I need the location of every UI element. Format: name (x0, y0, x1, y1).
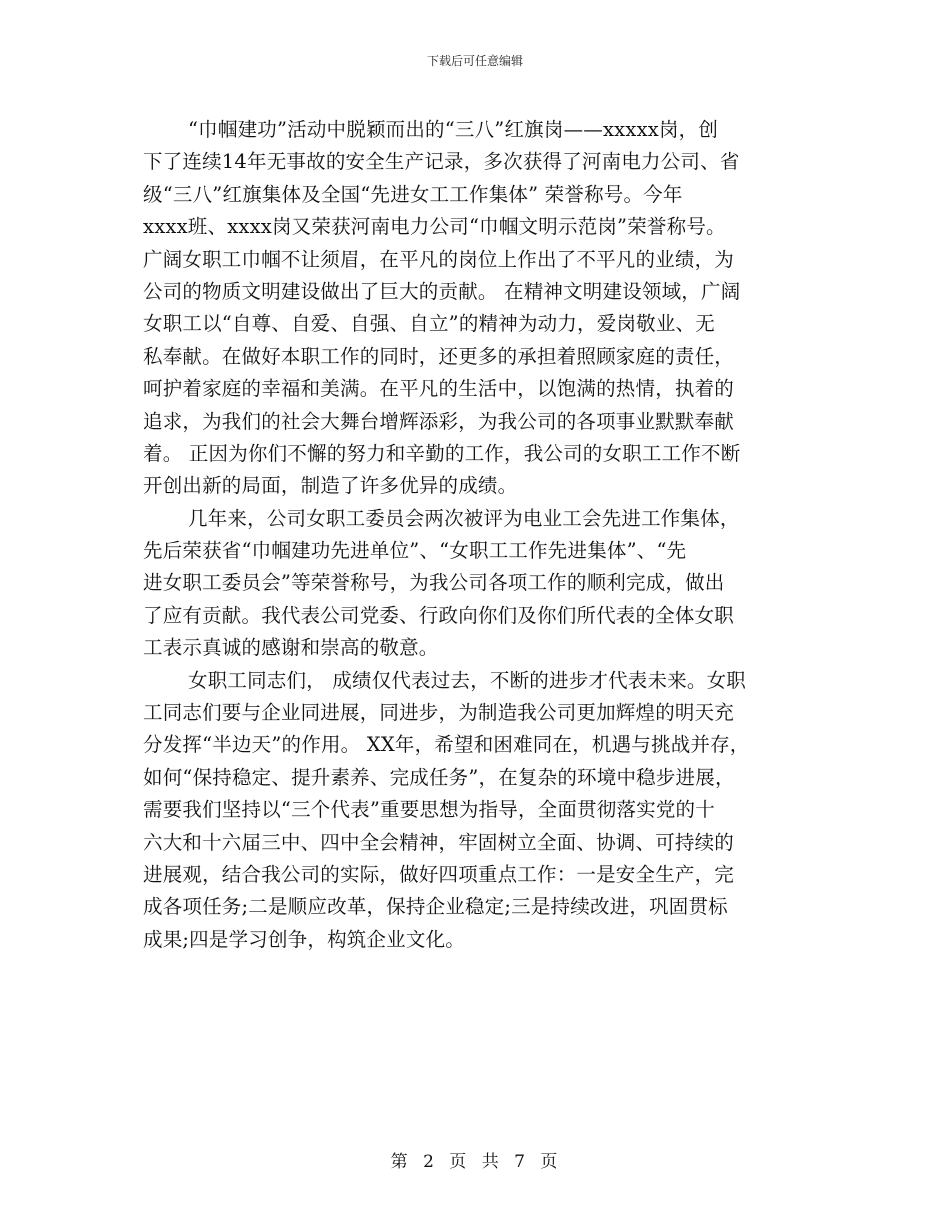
paragraph-2 (143, 503, 843, 665)
text-line: 先后荣获省“巾帼建功先进单位”、“女职工工作先进集体”、“先 (143, 539, 687, 563)
text-line: 下了连续14年无事故的安全生产记录，多次获得了河南电力公司、省 (143, 150, 740, 174)
text-line: 几年来，公司女职工委员会两次被评为电业工会先进工作集体， (188, 506, 740, 530)
text-line: 如何“保持稳定、提升素养、完成任务”，在复杂的环境中稳步进展， (143, 765, 735, 789)
text-line: 需要我们坚持以“三个代表”重要思想为指导，全面贯彻落实党的十 (143, 798, 715, 822)
text-line: 进女职工委员会”等荣誉称号，为我公司各项工作的顺利完成，做出 (143, 571, 725, 595)
page-number-footer: 第 2 页 共 7 页 (390, 1152, 560, 1172)
text-line: 女职工以“自尊、自爱、自强、自立”的精神为动力，爱岗敬业、无 (143, 312, 715, 336)
text-line: 着。 正因为你们不懈的努力和辛勤的工作，我公司的女职工工作不断 (143, 441, 741, 465)
text-line: 六大和十六届三中、四中全会精神，牢固树立全面、协调、可持续的 (143, 830, 735, 854)
paragraph-1 (143, 114, 843, 503)
text-line: “巾帼建功”活动中脱颖而出的“三八”红旗岗——xxxxx岗，创 (188, 118, 719, 141)
text-line: 公司的物质文明建设做出了巨大的贡献。 在精神文明建设领域，广阔 (143, 279, 741, 303)
text-line: 私奉献。在做好本职工作的同时，还更多的承担着照顾家庭的责任， (143, 344, 735, 368)
text-line: 工表示真诚的感谢和崇高的敬意。 (143, 636, 439, 660)
text-line: 女职工同志们， 成绩仅代表过去，不断的进步才代表未来。女职 (188, 668, 746, 692)
text-line: 分发挥“半边天”的作用。 XX年，希望和困难同在，机遇与挑战并存， (143, 733, 750, 757)
text-line: 成各项任务;二是顺应改革，保持企业稳定;三是持续改进，巩固贯标 (143, 895, 728, 919)
text-line: 广阔女职工巾帼不让须眉，在平凡的岗位上作出了不平凡的业绩，为 (143, 247, 735, 271)
text-line: 呵护着家庭的幸福和美满。在平凡的生活中，以饱满的热情，执着的 (143, 377, 735, 401)
paragraph-3 (143, 665, 843, 957)
text-line: 工同志们要与企业同进展，同进步，为制造我公司更加辉煌的明天充 (143, 701, 735, 725)
text-line: 开创出新的局面，制造了许多优异的成绩。 (143, 474, 518, 498)
text-line: 进展观，结合我公司的实际，做好四项重点工作：一是安全生产，完 (143, 862, 735, 886)
text-line: 成果;四是学习创争，构筑企业文化。 (143, 927, 465, 951)
text-line: xxxx班、xxxx岗又荣获河南电力公司“巾帼文明示范岗”荣誉称号。 (143, 215, 726, 239)
document-body (143, 114, 843, 956)
text-line: 级“三八”红旗集体及全国“先进女工工作集体” 荣誉称号。今年 (143, 182, 683, 206)
text-line: 追求，为我们的社会大舞台增辉添彩，为我公司的各项事业默默奉献 (143, 409, 735, 433)
text-line: 了应有贡献。我代表公司党委、行政向你们及你们所代表的全体女职 (143, 603, 735, 627)
page-header-note: 下载后可任意编辑 (426, 54, 523, 68)
